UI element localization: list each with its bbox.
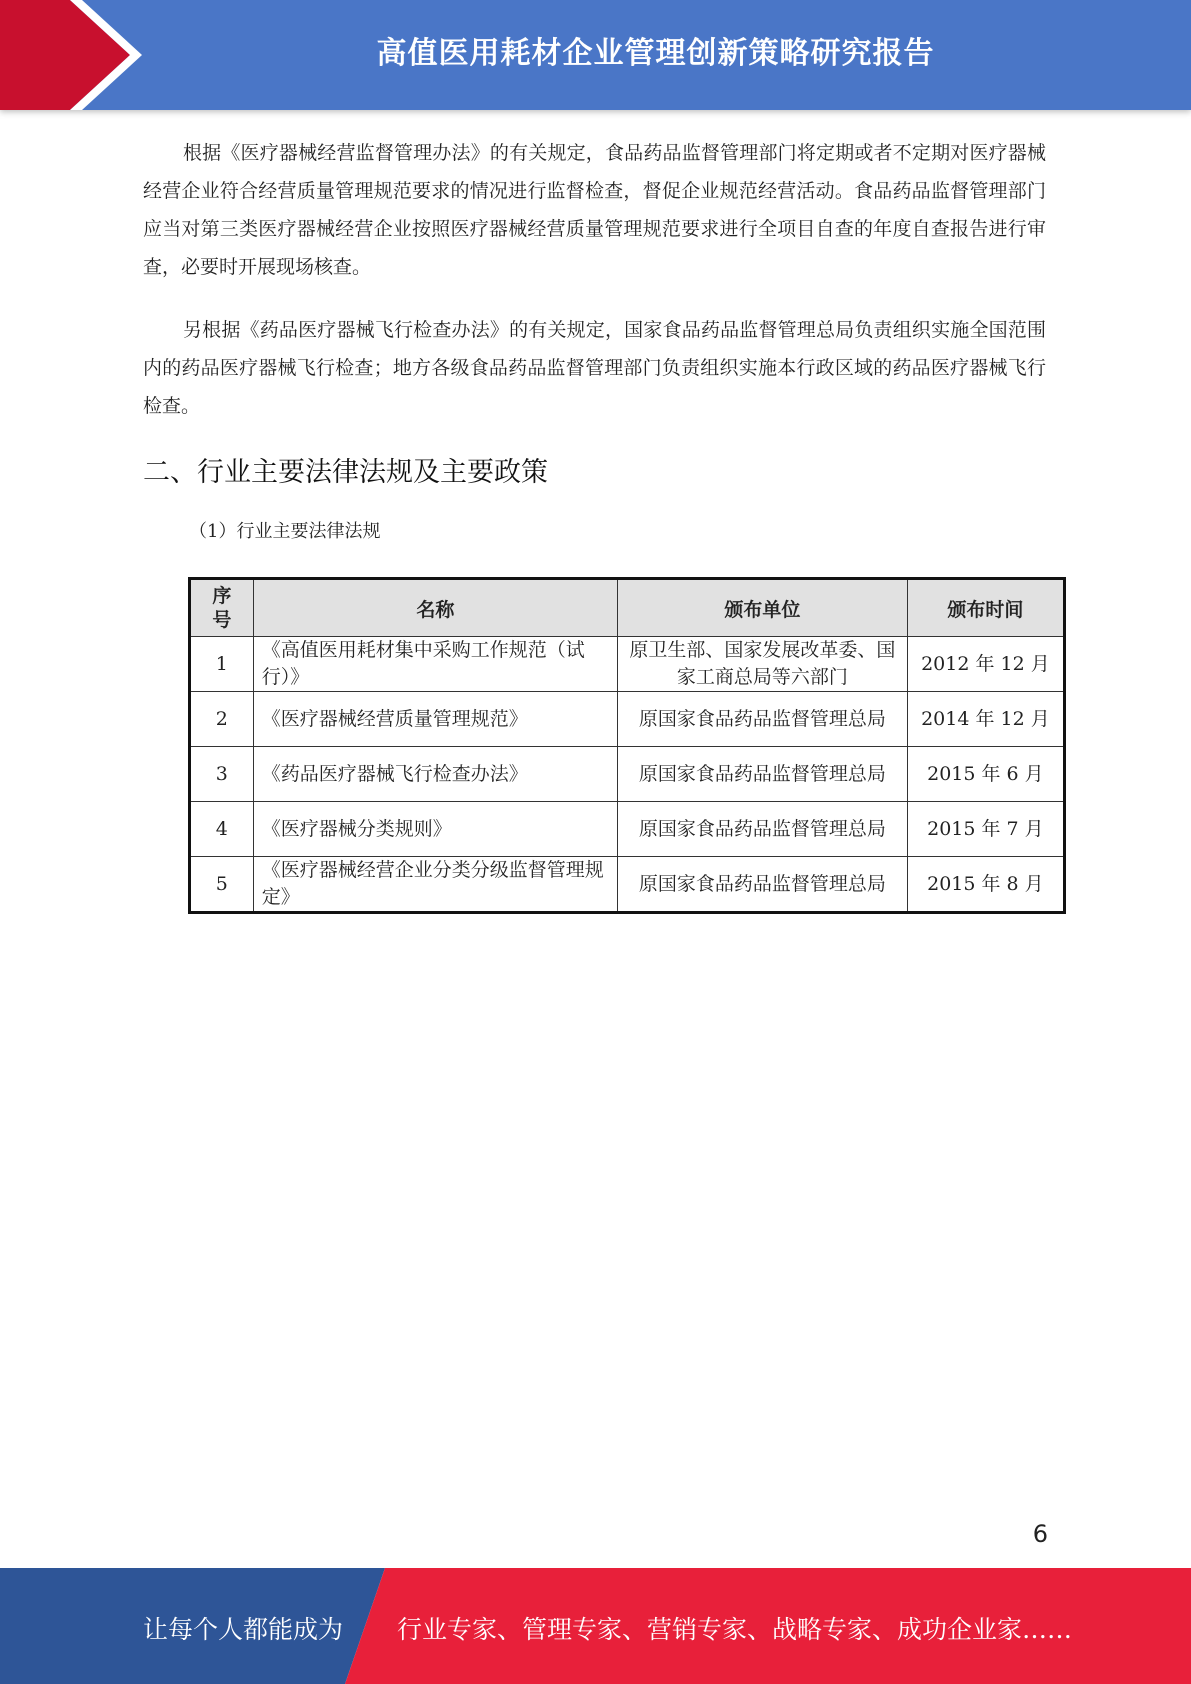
page-content — [143, 134, 1050, 914]
row-date: 2015 年 6 月 — [907, 747, 1064, 802]
subsection-heading: （1）行业主要法律法规 — [189, 521, 381, 542]
row-name: 《医疗器械分类规则》 — [253, 802, 617, 857]
report-title: 高值医用耗材企业管理创新策略研究报告 — [376, 36, 935, 71]
row-date: 2015 年 7 月 — [907, 802, 1064, 857]
page-number: 6 — [1032, 1520, 1048, 1548]
row-name: 《高值医用耗材集中采购工作规范（试行）》 — [253, 637, 617, 692]
table-row — [190, 802, 1065, 857]
table-row — [190, 692, 1065, 747]
header-date: 颁布时间 — [907, 579, 1064, 637]
row-no: 5 — [190, 857, 254, 913]
table-row — [190, 747, 1065, 802]
row-date: 2012 年 12 月 — [907, 637, 1064, 692]
row-unit: 原国家食品药品监督管理总局 — [617, 802, 907, 857]
row-name: 《医疗器械经营企业分类分级监督管理规定》 — [253, 857, 617, 913]
row-date: 2014 年 12 月 — [907, 692, 1064, 747]
footer-slogan-right: 行业专家、管理专家、营销专家、战略专家、成功企业家…… — [397, 1615, 1073, 1644]
header-unit: 颁布单位 — [617, 579, 907, 637]
row-no: 3 — [190, 747, 254, 802]
row-unit: 原国家食品药品监督管理总局 — [617, 692, 907, 747]
table-row — [190, 637, 1065, 692]
paragraph-flight-inspection: 另根据《药品医疗器械飞行检查办法》的有关规定，国家食品药品监督管理总局负责组织实施全国范围内的药品医疗器械飞行检查；地方各级食品药品监督管理部门负责组织实施本行政区域的药品医疗器械飞行检查。 — [143, 319, 1046, 417]
row-unit: 原卫生部、国家发展改革委、国家工商总局等六部门 — [617, 637, 907, 692]
row-no: 2 — [190, 692, 254, 747]
row-no: 1 — [190, 637, 254, 692]
header-band — [0, 0, 1191, 110]
row-name: 《药品医疗器械飞行检查办法》 — [253, 747, 617, 802]
table-row — [190, 857, 1065, 913]
section-heading: 二、行业主要法律法规及主要政策 — [143, 457, 548, 488]
footer-slogan-left: 让每个人都能成为 — [143, 1615, 344, 1644]
paragraph-supervision: 根据《医疗器械经营监督管理办法》的有关规定，食品药品监督管理部门将定期或者不定期对医疗器械经营企业符合经营质量管理规范要求的情况进行监督检查，督促企业规范经营活动。食品药品监督管理部门应当对第三类医疗器械经营企业按照医疗器械经营质量管理规范要求进行全项目自查的年度自查报告进行审查，必要时开展现场核查。 — [143, 142, 1046, 278]
footer-band — [0, 1568, 1191, 1684]
header-name: 名称 — [253, 579, 617, 637]
row-date: 2015 年 8 月 — [907, 857, 1064, 913]
row-unit: 原国家食品药品监督管理总局 — [617, 857, 907, 913]
row-no: 4 — [190, 802, 254, 857]
row-name: 《医疗器械经营质量管理规范》 — [253, 692, 617, 747]
table-header-row — [190, 579, 1065, 637]
row-unit: 原国家食品药品监督管理总局 — [617, 747, 907, 802]
laws-table — [188, 577, 1066, 914]
header-no: 序号 — [190, 579, 254, 637]
